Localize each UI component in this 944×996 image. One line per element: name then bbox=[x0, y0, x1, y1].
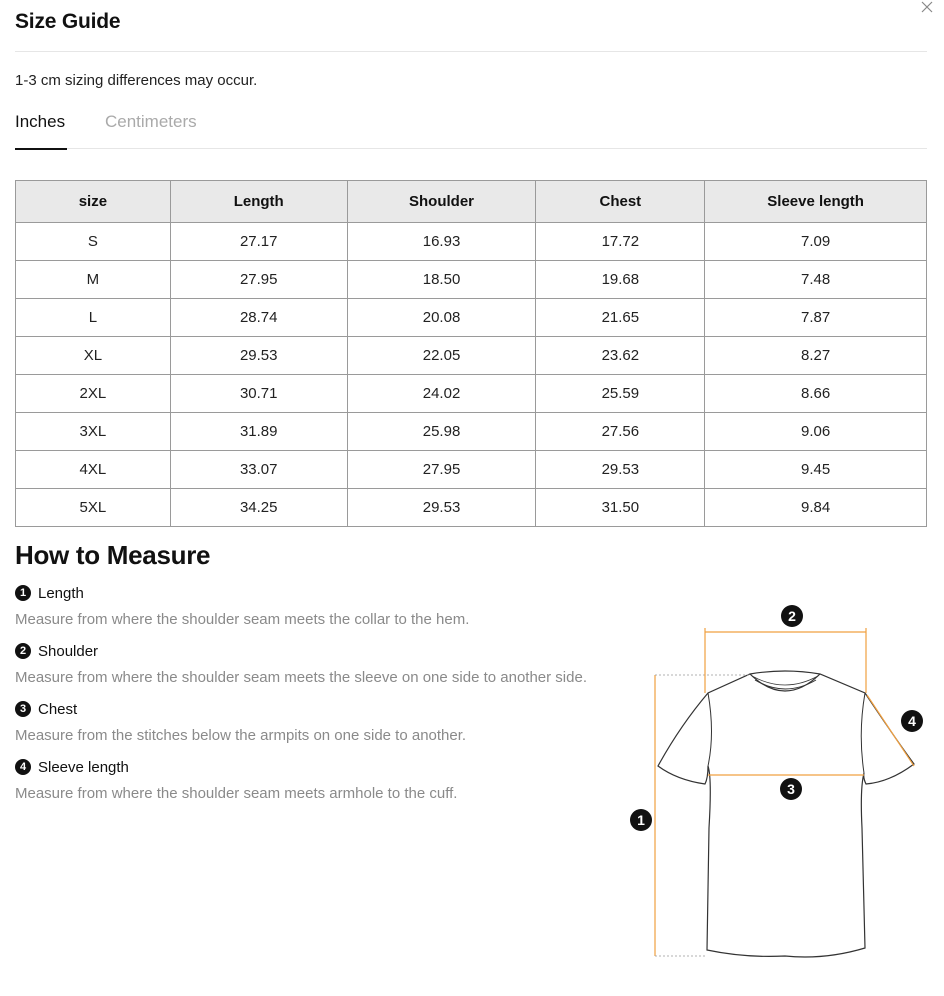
table-cell: 29.53 bbox=[347, 489, 536, 527]
table-cell: XL bbox=[16, 337, 171, 375]
measure-item-desc: Measure from where the shoulder seam meets the collar to the hem. bbox=[15, 611, 470, 628]
table-cell: 28.74 bbox=[170, 299, 347, 337]
table-cell: 3XL bbox=[16, 413, 171, 451]
measure-item-sleeve-length bbox=[15, 757, 595, 815]
table-cell: 33.07 bbox=[170, 451, 347, 489]
table-cell: 22.05 bbox=[347, 337, 536, 375]
number-badge-icon: 3 bbox=[15, 701, 31, 717]
table-cell: 25.98 bbox=[347, 413, 536, 451]
marker-1-icon bbox=[630, 809, 652, 831]
table-row bbox=[16, 299, 927, 337]
marker-label: 3 bbox=[787, 781, 795, 797]
table-cell: 25.59 bbox=[536, 375, 705, 413]
table-cell: 19.68 bbox=[536, 261, 705, 299]
table-cell: 27.17 bbox=[170, 223, 347, 261]
table-cell: 23.62 bbox=[536, 337, 705, 375]
table-row bbox=[16, 337, 927, 375]
marker-2-icon bbox=[781, 605, 803, 627]
how-to-measure-title: How to Measure bbox=[15, 540, 211, 570]
table-cell: 27.56 bbox=[536, 413, 705, 451]
measure-item-shoulder bbox=[15, 641, 595, 699]
table-cell: 29.53 bbox=[536, 451, 705, 489]
table-row bbox=[16, 489, 927, 527]
table-cell: 20.08 bbox=[347, 299, 536, 337]
table-cell: 7.48 bbox=[705, 261, 927, 299]
dialog-title: Size Guide bbox=[15, 10, 121, 33]
close-icon bbox=[920, 0, 934, 14]
measure-item-desc: Measure from where the shoulder seam meets armhole to the cuff. bbox=[15, 785, 458, 802]
measure-item-label: Shoulder bbox=[38, 642, 99, 660]
table-cell: 8.66 bbox=[705, 375, 927, 413]
number-badge-icon: 2 bbox=[15, 643, 31, 659]
table-row bbox=[16, 451, 927, 489]
tshirt-measure-diagram bbox=[620, 598, 936, 968]
table-cell: 18.50 bbox=[347, 261, 536, 299]
table-cell: L bbox=[16, 299, 171, 337]
measure-item-desc: Measure from where the shoulder seam meets the sleeve on one side to another side. bbox=[15, 669, 587, 686]
table-cell: S bbox=[16, 223, 171, 261]
table-header: Chest bbox=[536, 181, 705, 223]
table-cell: 9.06 bbox=[705, 413, 927, 451]
table-cell: 27.95 bbox=[347, 451, 536, 489]
table-row bbox=[16, 261, 927, 299]
table-row bbox=[16, 375, 927, 413]
close-button[interactable] bbox=[920, 0, 936, 14]
table-cell: 16.93 bbox=[347, 223, 536, 261]
marker-label: 4 bbox=[908, 713, 916, 729]
measure-item-desc: Measure from the stitches below the armpits on one side to another. bbox=[15, 727, 467, 744]
table-row bbox=[16, 223, 927, 261]
marker-4-icon bbox=[901, 710, 923, 732]
title-divider bbox=[15, 51, 927, 52]
number-badge-icon: 1 bbox=[15, 585, 31, 601]
tshirt-outline bbox=[658, 671, 914, 957]
number-badge-icon: 4 bbox=[15, 759, 31, 775]
table-cell: 24.02 bbox=[347, 375, 536, 413]
tab-inches[interactable]: Inches bbox=[15, 112, 65, 149]
table-cell: 8.27 bbox=[705, 337, 927, 375]
table-header: Shoulder bbox=[347, 181, 536, 223]
measure-item-length bbox=[15, 583, 595, 641]
measure-item-chest bbox=[15, 699, 595, 757]
measure-item-label: Chest bbox=[38, 700, 78, 718]
table-cell: M bbox=[16, 261, 171, 299]
table-row bbox=[16, 413, 927, 451]
sizing-notice: 1-3 cm sizing differences may occur. bbox=[15, 72, 258, 89]
table-cell: 21.65 bbox=[536, 299, 705, 337]
table-header-row bbox=[16, 181, 927, 223]
table-cell: 31.50 bbox=[536, 489, 705, 527]
table-cell: 7.87 bbox=[705, 299, 927, 337]
marker-label: 2 bbox=[788, 608, 796, 624]
table-cell: 2XL bbox=[16, 375, 171, 413]
marker-3-icon bbox=[780, 778, 802, 800]
table-cell: 5XL bbox=[16, 489, 171, 527]
tab-centimeters[interactable]: Centimeters bbox=[105, 112, 197, 131]
table-cell: 7.09 bbox=[705, 223, 927, 261]
marker-label: 1 bbox=[637, 812, 645, 828]
table-cell: 31.89 bbox=[170, 413, 347, 451]
table-header: Length bbox=[170, 181, 347, 223]
table-cell: 4XL bbox=[16, 451, 171, 489]
measure-list bbox=[15, 583, 595, 815]
measure-item-label: Length bbox=[38, 584, 84, 602]
table-cell: 17.72 bbox=[536, 223, 705, 261]
table-cell: 29.53 bbox=[170, 337, 347, 375]
measure-item-label: Sleeve length bbox=[38, 758, 129, 776]
table-cell: 27.95 bbox=[170, 261, 347, 299]
table-cell: 30.71 bbox=[170, 375, 347, 413]
unit-tabs bbox=[15, 112, 927, 149]
table-cell: 9.45 bbox=[705, 451, 927, 489]
table-header: size bbox=[16, 181, 171, 223]
table-header: Sleeve length bbox=[705, 181, 927, 223]
size-table bbox=[15, 180, 927, 527]
table-cell: 34.25 bbox=[170, 489, 347, 527]
table-cell: 9.84 bbox=[705, 489, 927, 527]
